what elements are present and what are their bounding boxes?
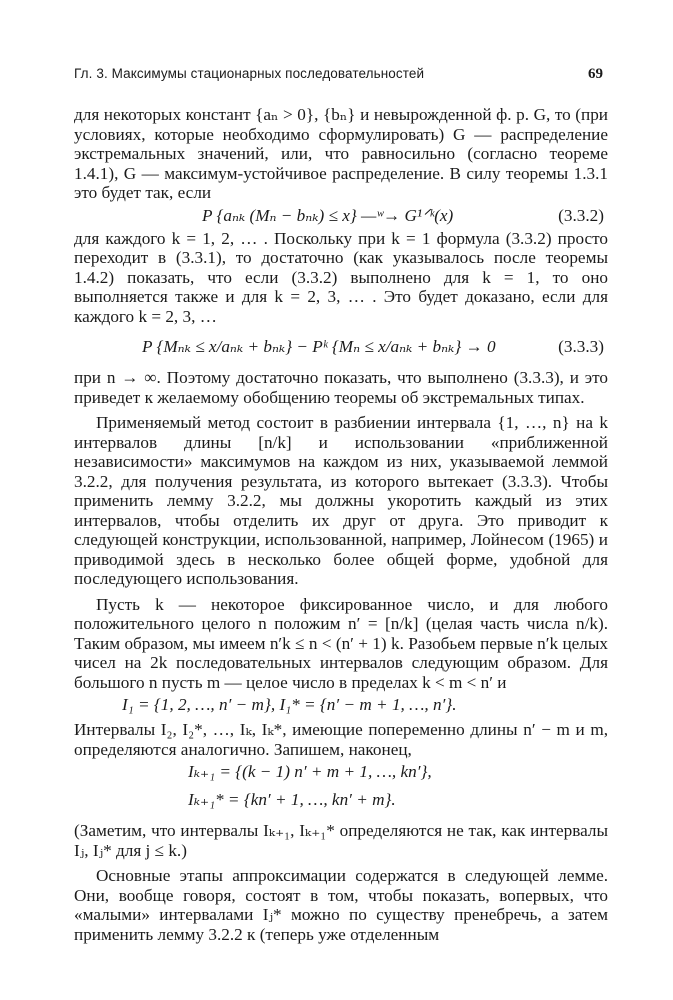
paragraph: для каждого k = 1, 2, … . Поскольку при k = 1 формула (3.3.2) просто переходит в (3.3.1), то достаточно (как указывалось после теоремы 1.4.2) показать, что если (3.3.2) выполнено для k = 1, то оно выполняется также и для k = 2, 3, … . Это будет доказано, если для каждого k = 2, 3, …: [74, 228, 608, 326]
formula-body: I₁ = {1, 2, …, n′ − m}, I₁* = {n′ − m + 1, …, n′}.: [122, 695, 457, 714]
paragraph: Основные этапы аппроксимации содержатся в следующей лемме. Они, вообще говоря, состоят в том, чтобы показать, вопервых, что «малыми» интервалами Iⱼ* можно по существу пренебречь, а затем применить лемму 3.2.2 к (теперь уже отделенным: [74, 866, 608, 944]
book-page: [74, 66, 608, 944]
paragraph: при n → ∞. Поэтому достаточно показать, что выполнено (3.3.3), и это приведет к желаемому обобщению теоремы об экстремальных типах.: [74, 368, 608, 407]
formula-intervals-1: [74, 692, 608, 720]
equation-number: (3.3.2): [558, 205, 604, 225]
formula-body: P {Mₙₖ ≤ x/aₙₖ + bₙₖ} − Pᵏ {Mₙ ≤ x/aₙₖ + bₙₖ} → 0: [142, 337, 496, 356]
formula-intervals-k1: [74, 759, 608, 787]
equation-number: (3.3.3): [558, 337, 604, 356]
formula-body: P {aₙₖ (Mₙ − bₙₖ) ≤ x} —ʷ→ G¹ᐟᵏ(x): [202, 205, 454, 225]
paragraph: Пусть k — некоторое фиксированное число, и для любого положительного целого n положим n′ = [n/k] (целая часть числа n/k). Таким образом, мы имеем n′k ≤ n < (n′ + 1) k. Разобьем первые n′k целых чисел на 2k последовательных интервалов следующим образом. Для большого n пусть m — целое число в пределах k < m < n′ и: [74, 594, 608, 692]
formula-3-3-3: [74, 326, 608, 368]
formula-body: Iₖ₊₁ = {(k − 1) n′ + m + 1, …, kn′},: [188, 762, 432, 781]
running-header: [74, 66, 608, 83]
formula-body: Iₖ₊₁* = {kn′ + 1, …, kn′ + m}.: [188, 790, 396, 809]
paragraph: Интервалы I₂, I₂*, …, Iₖ, Iₖ*, имеющие попеременно длины n′ − m и m, определяются аналогично. Запишем, наконец,: [74, 720, 608, 759]
page-number: 69: [588, 66, 603, 82]
formula-3-3-2: [74, 203, 608, 229]
paragraph: Применяемый метод состоит в разбиении интервала {1, …, n} на k интервалов длины [n/k] и использовании «приближенной независимости» максимумов на каждом из них, указываемой леммой 3.2.2, для получения результата, из которого вытекает (3.3.3). Чтобы применить лемму 3.2.2, мы должны укоротить каждый из этих интервалов, чтобы отделить их друг от друга. Это приводит к следующей конструкции, использованной, например, Лойнесом (1965) и приводимой здесь в несколько более общей форме, удобной для последующего использования.: [74, 413, 608, 588]
formula-intervals-k1-star: [74, 787, 608, 815]
paragraph: (Заметим, что интервалы Iₖ₊₁, Iₖ₊₁* определяются не так, как интервалы Iⱼ, Iⱼ* для j ≤ k.): [74, 821, 608, 860]
paragraph: для некоторых констант {aₙ > 0}, {bₙ} и невырожденной ф. р. G, то (при условиях, которые необходимо сформулировать) G — распределение экстремальных значений, или, что равносильно (согласно теореме 1.4.1), G — максимум-устойчивое распределение. В силу теоремы 1.3.1 это будет так, если: [74, 105, 608, 202]
chapter-title: Гл. 3. Максимумы стационарных последовательностей: [74, 66, 425, 81]
